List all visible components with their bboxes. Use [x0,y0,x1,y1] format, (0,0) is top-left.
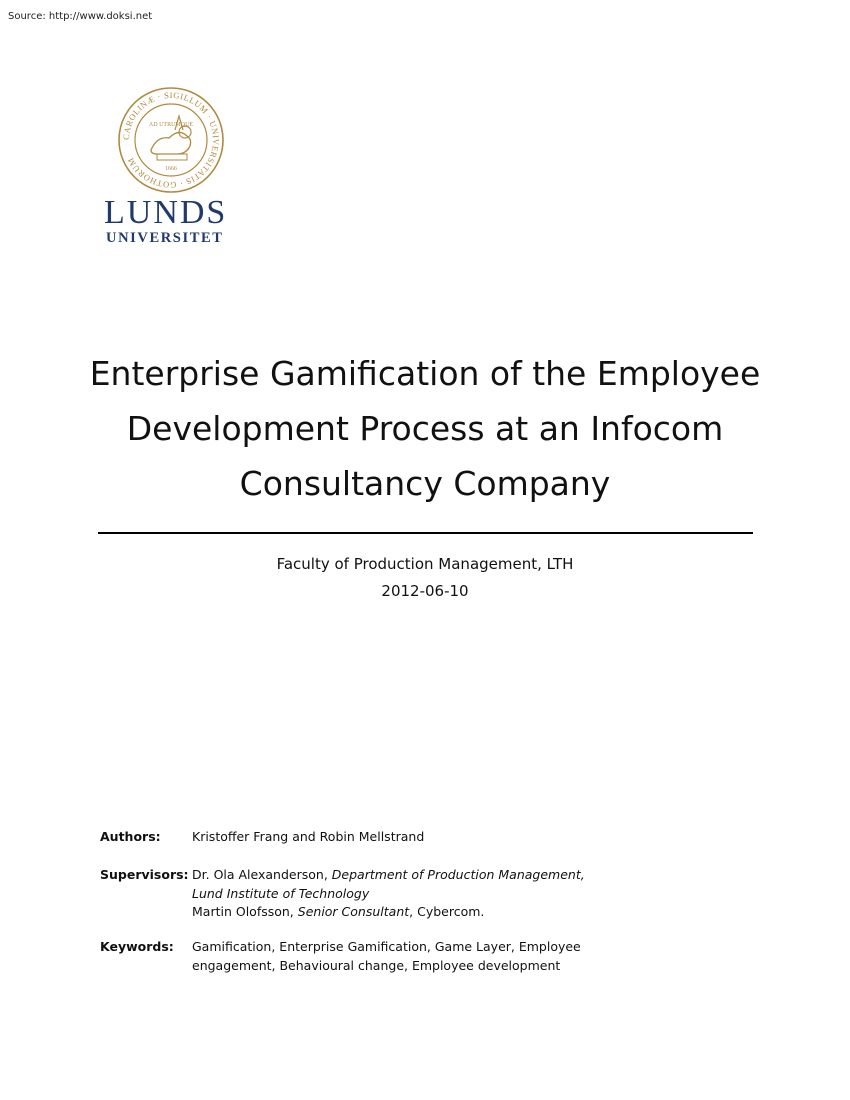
keywords-label: Keywords: [100,939,174,954]
supervisor-1-line [192,866,652,885]
seal-year: 1666 [165,166,177,172]
title-line: Enterprise Gamification of the Employee [89,354,761,393]
seal-ring-text: CAROLINÆ · SIGILLUM · UNIVERSITATIS · GOTHORUM [120,89,222,191]
keywords-value [192,938,652,975]
supervisor-1-affiliation-cont: Lund Institute of Technology [192,885,370,901]
supervisor-1-affiliation: Department of Production Management, [331,867,585,882]
authors-label: Authors: [100,829,161,844]
supervisor-2-org: , Cybercom. [409,904,485,919]
title-line: Development Process at an Infocom [126,409,724,448]
supervisor-1-name: Dr. Ola Alexanderson, [192,867,332,882]
authors-names: Kristoffer Frang and Robin Mellstrand [192,829,425,844]
date-line: 2012-06-10 [381,582,469,600]
logo-wordmark-sub: UNIVERSITET [106,230,224,246]
supervisors-label: Supervisors: [100,867,189,882]
document-title [80,346,770,511]
seal-motto: AD UTRUMQUE [148,122,194,128]
keywords-line-1: Gamification, Enterprise Gamification, Game Layer, Employee [192,939,581,954]
university-seal-icon [117,86,225,194]
keywords-line-2: engagement, Behavioural change, Employee development [192,957,561,973]
supervisors-value [192,866,652,922]
supervisor-2-name: Martin Olofsson, [192,904,298,919]
faculty-line: Faculty of Production Management, LTH [276,555,574,573]
title-divider [98,532,753,534]
source-note: Source: http://www.doksi.net [8,11,153,22]
title-line: Consultancy Company [239,464,611,503]
authors-value [192,828,652,847]
logo-wordmark: LUNDS [104,194,228,231]
supervisor-2-role: Senior Consultant [297,904,410,919]
supervisor-2-line [192,903,652,922]
